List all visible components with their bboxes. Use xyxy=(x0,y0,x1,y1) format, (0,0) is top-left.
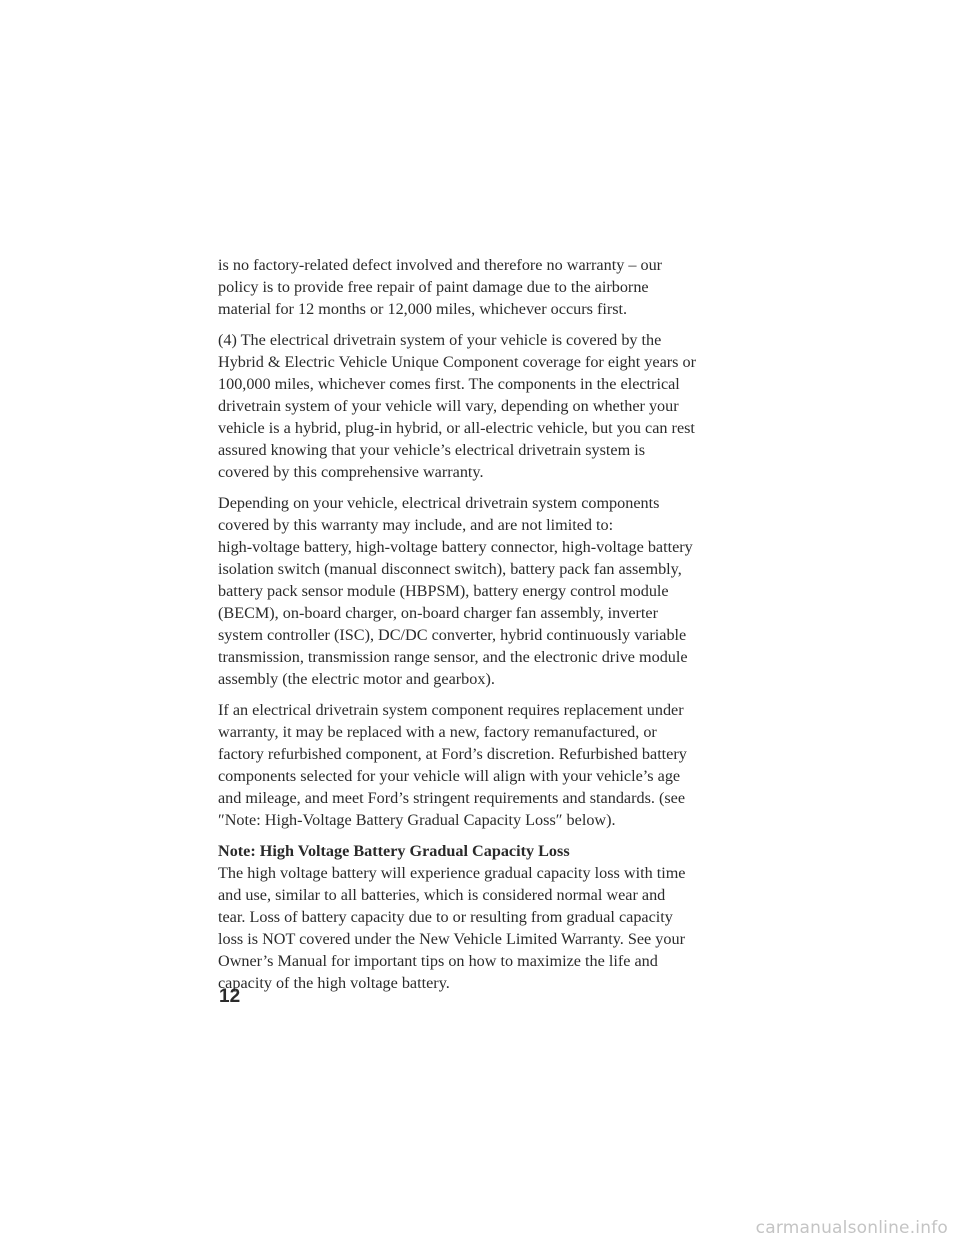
text-line: warranty, it may be replaced with a new, factory remanufactured, or xyxy=(218,723,657,741)
paragraph-components-list xyxy=(218,492,748,690)
paragraph-electrical-drivetrain xyxy=(218,329,748,483)
text-line: policy is to provide free repair of paint damage due to the airborne xyxy=(218,278,649,296)
text-line: ″Note: High-Voltage Battery Gradual Capacity Loss″ below). xyxy=(218,811,616,829)
text-line: Depending on your vehicle, electrical drivetrain system components xyxy=(218,494,660,512)
text-line: The high voltage battery will experience gradual capacity loss with time xyxy=(218,864,686,882)
text-line: system controller (ISC), DC/DC converter, hybrid continuously variable xyxy=(218,626,687,644)
text-line: isolation switch (manual disconnect switch), battery pack fan assembly, xyxy=(218,560,682,578)
note-section xyxy=(218,840,748,994)
text-line: battery pack sensor module (HBPSM), battery energy control module xyxy=(218,582,669,600)
text-line: factory refurbished component, at Ford’s discretion. Refurbished battery xyxy=(218,745,687,763)
text-line: assured knowing that your vehicle’s electrical drivetrain system is xyxy=(218,441,646,459)
text-line: If an electrical drivetrain system component requires replacement under xyxy=(218,701,684,719)
text-line: (4) The electrical drivetrain system of your vehicle is covered by the xyxy=(218,331,662,349)
page-body xyxy=(218,254,748,1003)
text-line: material for 12 months or 12,000 miles, whichever occurs first. xyxy=(218,300,628,318)
text-line: assembly (the electric motor and gearbox). xyxy=(218,670,495,688)
text-line: vehicle is a hybrid, plug-in hybrid, or all-electric vehicle, but you can rest xyxy=(218,419,695,437)
text-line: is no factory-related defect involved and therefore no warranty – our xyxy=(218,256,663,274)
text-line: and mileage, and meet Ford’s stringent requirements and standards. (see xyxy=(218,789,686,807)
text-line: Owner’s Manual for important tips on how to maximize the life and xyxy=(218,952,658,970)
text-line: components selected for your vehicle will align with your vehicle’s age xyxy=(218,767,681,785)
page-number: 12 xyxy=(219,986,241,1007)
watermark-text: carmanualsonline.info xyxy=(755,1218,948,1238)
text-line: covered by this warranty may include, and are not limited to: xyxy=(218,516,614,534)
text-line: loss is NOT covered under the New Vehicle Limited Warranty. See your xyxy=(218,930,685,948)
text-line: tear. Loss of battery capacity due to or resulting from gradual capacity xyxy=(218,908,673,926)
note-heading: Note: High Voltage Battery Gradual Capacity Loss xyxy=(218,842,570,860)
text-line: covered by this comprehensive warranty. xyxy=(218,463,484,481)
text-line: capacity of the high voltage battery. xyxy=(218,974,450,992)
text-line: and use, similar to all batteries, which is considered normal wear and xyxy=(218,886,666,904)
text-line: transmission, transmission range sensor, and the electronic drive module xyxy=(218,648,688,666)
text-line: drivetrain system of your vehicle will vary, depending on whether your xyxy=(218,397,679,415)
paragraph-replacement xyxy=(218,699,748,831)
text-line: Hybrid & Electric Vehicle Unique Component coverage for eight years or xyxy=(218,353,696,371)
text-line: high-voltage battery, high-voltage battery connector, high-voltage battery xyxy=(218,538,693,556)
text-line: (BECM), on-board charger, on-board charger fan assembly, inverter xyxy=(218,604,659,622)
paragraph-paint-damage xyxy=(218,254,748,320)
text-line: 100,000 miles, whichever comes first. The components in the electrical xyxy=(218,375,680,393)
